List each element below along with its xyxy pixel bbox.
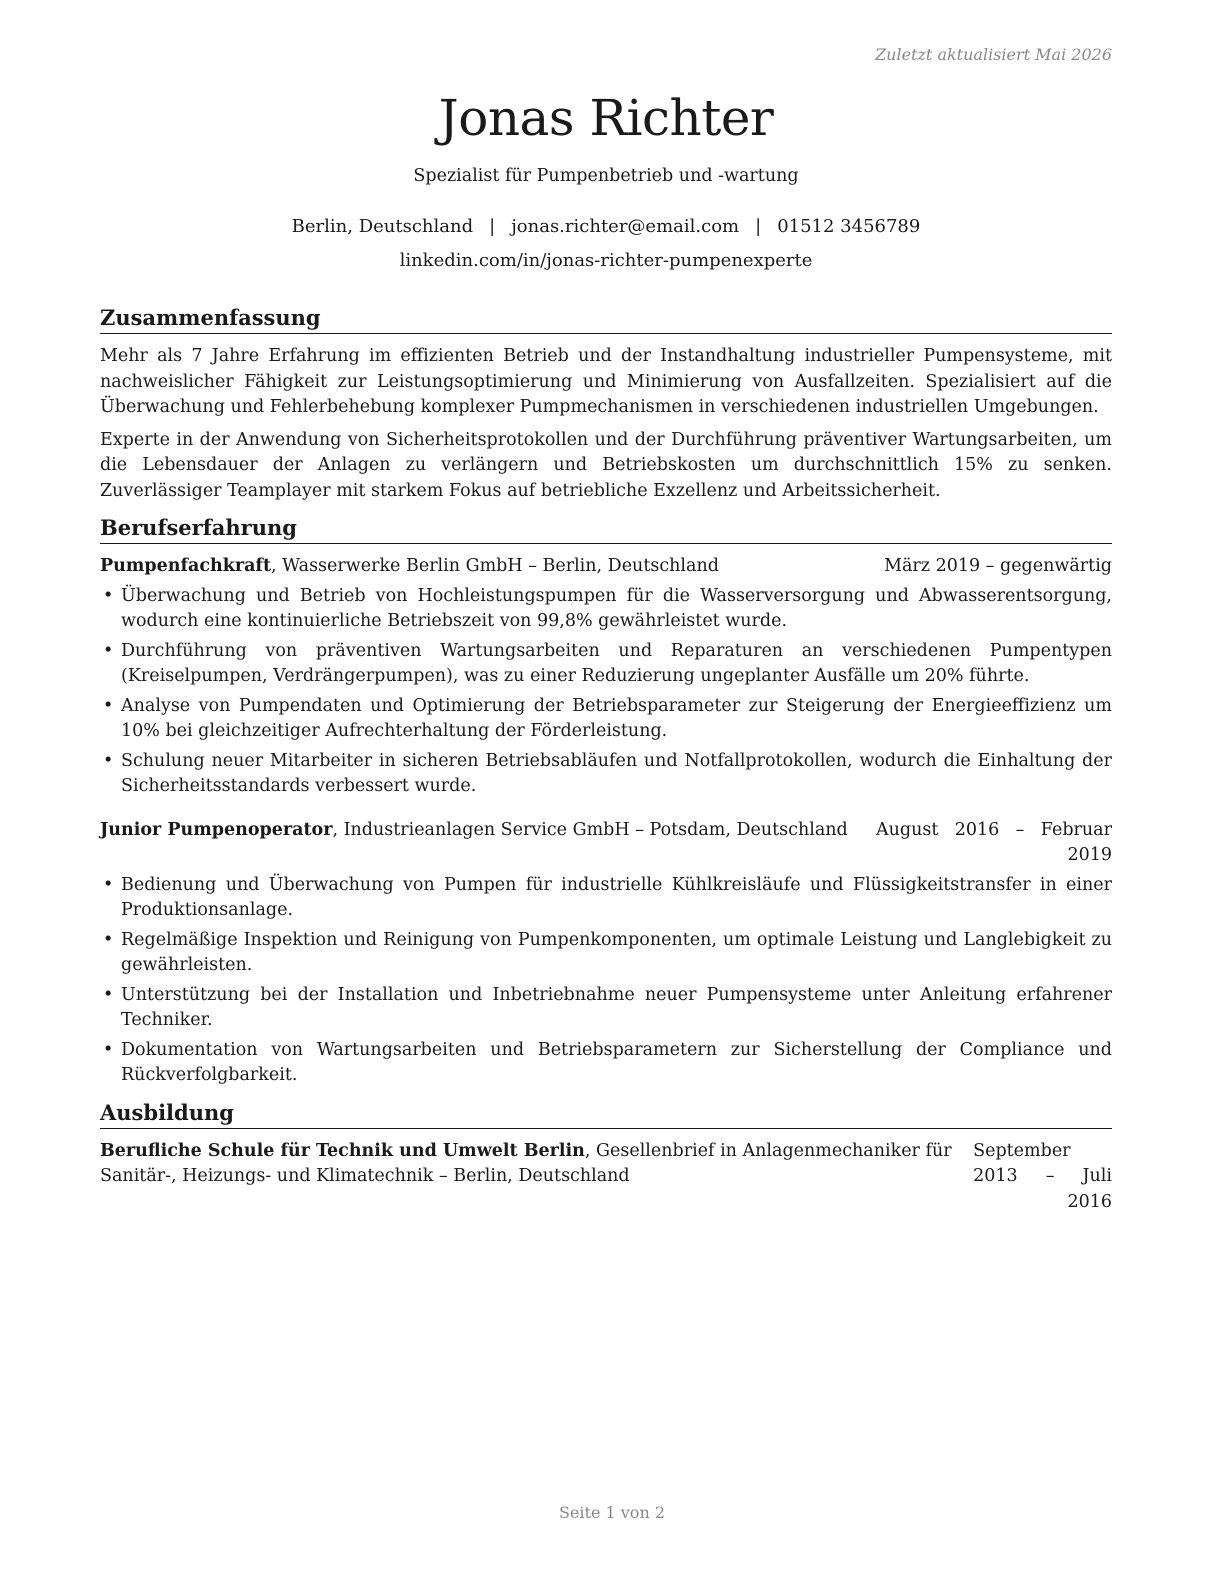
- contact-separator: |: [755, 216, 762, 237]
- candidate-title: Spezialist für Pumpenbetrieb und -wartung: [413, 166, 799, 186]
- education-entry: [100, 1139, 1112, 1216]
- list-item: • Analyse von Pumpendaten und Optimierung der Betriebsparameter zur Steigerung der Energieeffizienz um 10% bei gleichzeitiger Aufrechterhaltung der Förderleistung.: [103, 695, 1112, 741]
- job-header: [100, 818, 1112, 869]
- bullet-icon: •: [103, 874, 114, 895]
- job-role: Pumpenfachkraft: [100, 556, 272, 576]
- contact-line: [100, 214, 1112, 240]
- job-company: , Industrieanlagen Service GmbH – Potsdam, Deutschland: [332, 819, 848, 840]
- summary-paragraph: Experte in der Anwendung von Sicherheitsprotokollen und der Durchführung präventiver Wartungsarbeiten, um die Lebensdauer der Anlagen zu verlängern und Betriebskosten um durchschnittlich 15% zu senken. Zuverlässiger Teamplayer mit starkem Fokus auf betriebliche Exzellenz und Arbeitssicherheit.: [100, 429, 1112, 501]
- resume-page: [100, 40, 1112, 1215]
- section-title-experience: Berufserfahrung: [100, 514, 1112, 544]
- education-details: , Gesellenbrief in Anlagenmechaniker für Sanitär-, Heizungs- und Klimatechnik – Berlin, Deutschland: [100, 1140, 952, 1186]
- list-item: • Regelmäßige Inspektion und Reinigung von Pumpenkomponenten, um optimale Leistung und Langlebigkeit zu gewährleisten.: [103, 929, 1112, 975]
- education-dates: September 2013 – Juli 2016: [973, 1140, 1112, 1212]
- job-role: Junior Pumpenoperator: [100, 819, 333, 840]
- job-header: [100, 554, 1112, 580]
- job-entry: [100, 554, 1112, 800]
- summary-section: [100, 304, 1112, 504]
- job-bullets: [100, 584, 1112, 800]
- list-item: • Unterstützung bei der Installation und Inbetriebnahme neuer Pumpensysteme unter Anleitung erfahrener Techniker.: [103, 984, 1112, 1030]
- page-number: Seite 1 von 2: [558, 1503, 666, 1522]
- list-item: • Schulung neuer Mitarbeiter in sicheren Betriebsabläufen und Notfallprotokollen, wodurch die Einhaltung der Sicherheitsstandards verbessert wurde.: [103, 750, 1112, 796]
- candidate-name: Jonas Richter: [438, 89, 774, 147]
- job-entry: [100, 818, 1112, 1089]
- bullet-icon: •: [103, 750, 114, 771]
- bullet-icon: •: [103, 695, 114, 716]
- last-updated-note: Zuletzt aktualisiert Mai 2026: [875, 45, 1112, 64]
- list-item: • Dokumentation von Wartungsarbeiten und Betriebsparametern zur Sicherstellung der Compliance und Rückverfolgbarkeit.: [103, 1039, 1112, 1085]
- education-school: Berufliche Schule für Technik und Umwelt Berlin: [100, 1140, 585, 1161]
- contact-separator: |: [489, 216, 496, 237]
- bullet-icon: •: [103, 1039, 114, 1060]
- section-title-education: Ausbildung: [100, 1099, 1112, 1129]
- list-item: • Überwachung und Betrieb von Hochleistungspumpen für die Wasserversorgung und Abwasserentsorgung, wodurch eine kontinuierliche Betriebszeit von 99,8% gewährleistet wurde.: [103, 585, 1112, 631]
- education-section: [100, 1099, 1112, 1216]
- job-company: , Wasserwerke Berlin GmbH – Berlin, Deutschland: [271, 556, 719, 576]
- bullet-icon: •: [103, 585, 114, 606]
- experience-section: [100, 514, 1112, 1089]
- summary-paragraph: Mehr als 7 Jahre Erfahrung im effizienten Betrieb und der Instandhaltung industrieller Pumpensysteme, mit nachweislicher Fähigkeit zur Leistungsoptimierung und Minimierung von Ausfallzeiten. Spezialisiert auf die Überwachung und Fehlerbehebung komplexer Pumpmechanismen in verschiedenen industriellen Umgebungen.: [100, 346, 1112, 417]
- job-bullets: [100, 873, 1112, 1089]
- bullet-icon: •: [103, 929, 114, 950]
- bullet-icon: •: [103, 640, 114, 661]
- contact-phone: 01512 3456789: [777, 216, 921, 237]
- list-item: • Bedienung und Überwachung von Pumpen für industrielle Kühlkreisläufe und Flüssigkeitstransfer in einer Produktionsanlage.: [103, 874, 1112, 920]
- contact-linkedin[interactable]: linkedin.com/in/jonas-richter-pumpenexperte: [399, 250, 813, 271]
- list-item: • Durchführung von präventiven Wartungsarbeiten und Reparaturen an verschiedenen Pumpentypen (Kreiselpumpen, Verdrängerpumpen), was zu einer Reduzierung ungeplanter Ausfälle um 20% führte.: [103, 640, 1112, 686]
- contact-email[interactable]: jonas.richter@email.com: [511, 216, 740, 237]
- contact-location: Berlin, Deutschland: [291, 216, 474, 237]
- job-dates: August 2016 – Februar 2019: [876, 819, 1112, 865]
- job-dates: März 2019 – gegenwärtig: [884, 556, 1112, 576]
- bullet-icon: •: [103, 984, 114, 1005]
- section-title-summary: Zusammenfassung: [100, 304, 1112, 334]
